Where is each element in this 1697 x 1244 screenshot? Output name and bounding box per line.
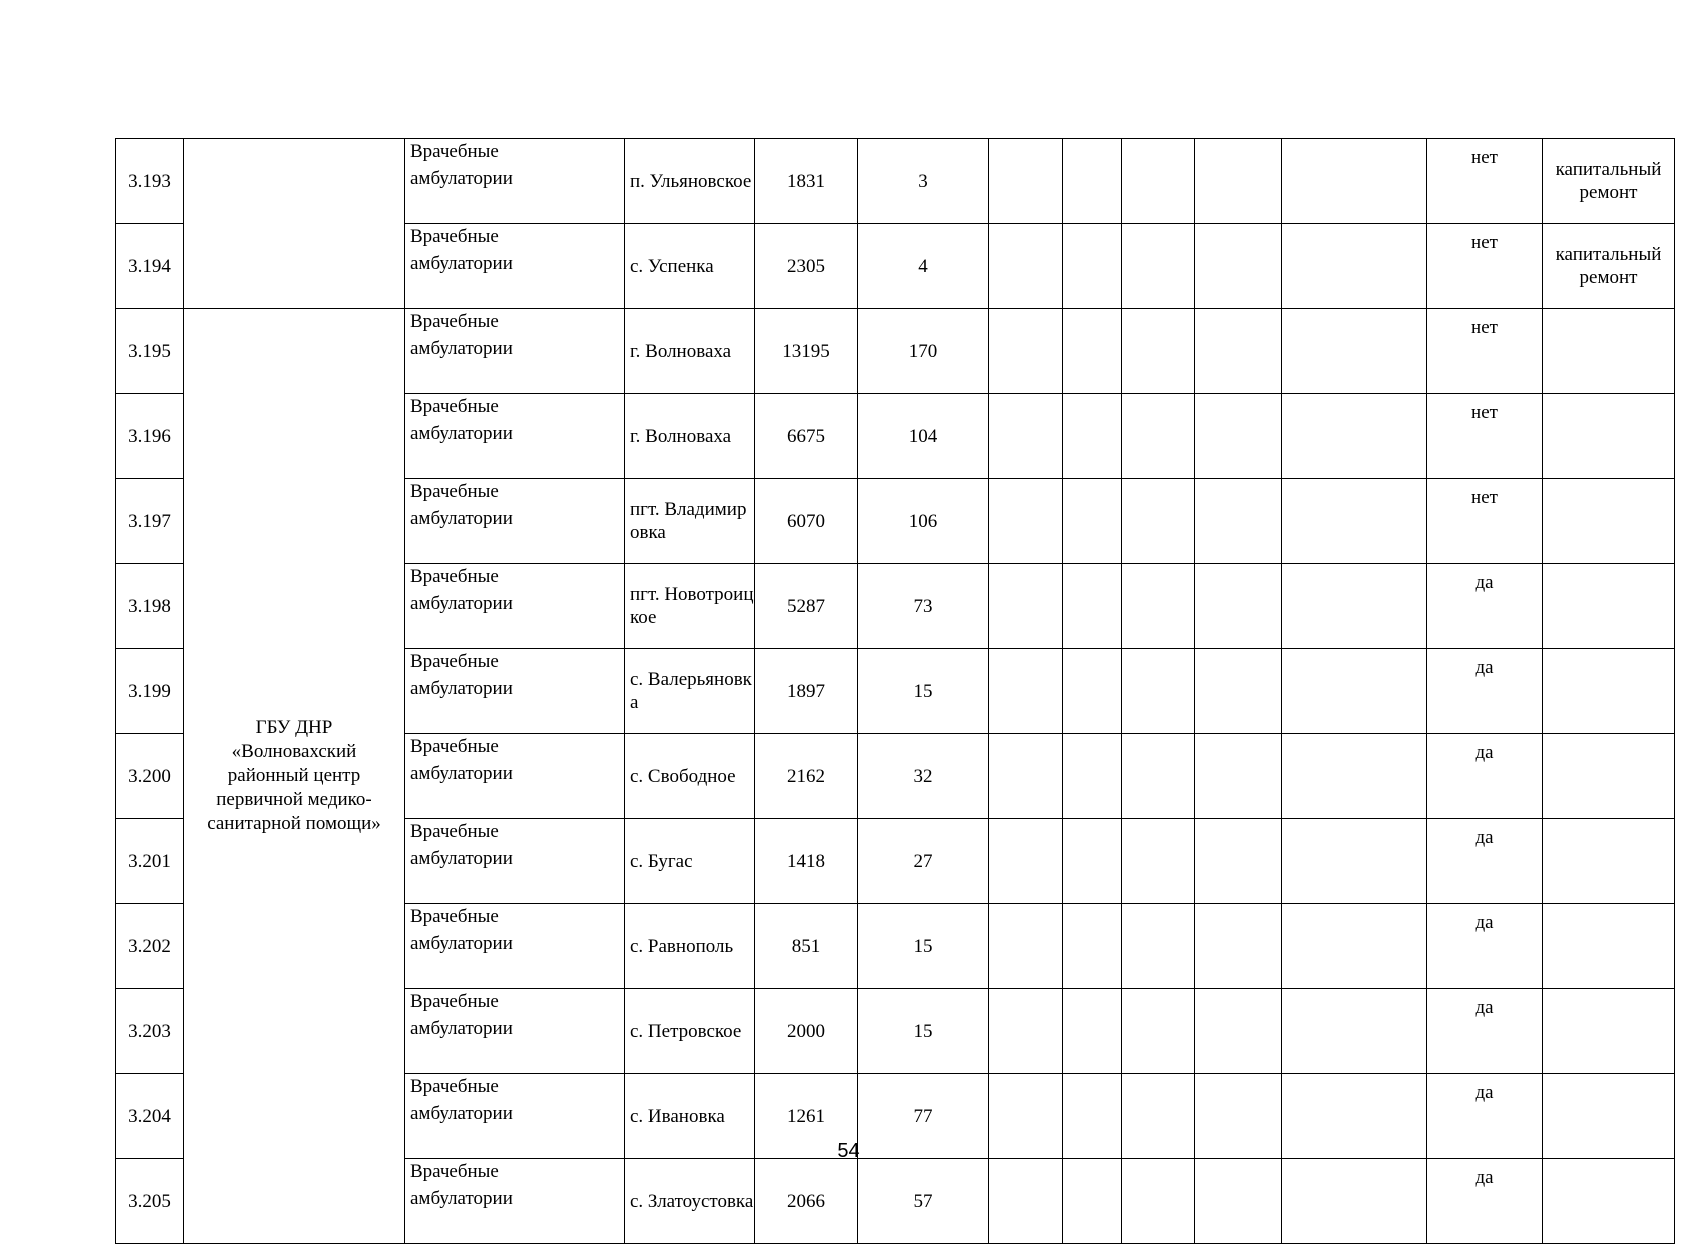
- facility-type-line2: амбулатории: [410, 423, 513, 444]
- facility-type-line1: Врачебные: [410, 481, 499, 502]
- row-number: 3.205: [116, 1159, 184, 1244]
- facility-type-line2: амбулатории: [410, 933, 513, 954]
- facility-type-line1: Врачебные: [410, 821, 499, 842]
- table-row: [116, 139, 1675, 224]
- empty-cell: [1063, 989, 1122, 1074]
- flag: нет: [1427, 139, 1543, 224]
- facility-type-line2: амбулатории: [410, 678, 513, 699]
- location: с. Успенка: [625, 224, 755, 309]
- facility-type: [405, 734, 625, 819]
- empty-cell: [1195, 224, 1282, 309]
- note-line2: ремонт: [1579, 267, 1638, 288]
- facility-type: [405, 139, 625, 224]
- note-line1: капитальный: [1555, 159, 1662, 180]
- row-number: 3.197: [116, 479, 184, 564]
- population: 2162: [755, 734, 858, 819]
- row-number: 3.199: [116, 649, 184, 734]
- organization-line2: «Волновахский: [231, 741, 357, 762]
- value: 27: [858, 819, 989, 904]
- empty-cell: [1195, 309, 1282, 394]
- empty-cell: [1063, 309, 1122, 394]
- facility-type-line2: амбулатории: [410, 338, 513, 359]
- note: [1543, 989, 1675, 1074]
- facility-type: [405, 819, 625, 904]
- flag: да: [1427, 1159, 1543, 1244]
- facilities-table-wrapper: [115, 138, 1675, 1244]
- empty-cell: [989, 309, 1063, 394]
- value: 32: [858, 734, 989, 819]
- population: 1418: [755, 819, 858, 904]
- facility-type-line1: Врачебные: [410, 736, 499, 757]
- empty-cell: [1282, 309, 1427, 394]
- empty-cell: [1195, 819, 1282, 904]
- empty-cell: [989, 1159, 1063, 1244]
- facility-type-line2: амбулатории: [410, 593, 513, 614]
- empty-cell: [989, 734, 1063, 819]
- population: 851: [755, 904, 858, 989]
- population: 1831: [755, 139, 858, 224]
- empty-cell: [1063, 819, 1122, 904]
- population: 1261: [755, 1074, 858, 1159]
- page-number: 54: [837, 1140, 860, 1162]
- row-number: 3.204: [116, 1074, 184, 1159]
- organization-name: [184, 309, 405, 1244]
- empty-cell: [1282, 564, 1427, 649]
- facility-type-line2: амбулатории: [410, 1018, 513, 1039]
- empty-cell: [1122, 394, 1195, 479]
- note-line1: капитальный: [1555, 244, 1662, 265]
- facility-type-line2: амбулатории: [410, 253, 513, 274]
- facility-type: [405, 309, 625, 394]
- location: пгт. Владимировка: [625, 479, 755, 564]
- note: [1543, 1159, 1675, 1244]
- row-number: 3.195: [116, 309, 184, 394]
- value: 57: [858, 1159, 989, 1244]
- location: с. Бугас: [625, 819, 755, 904]
- empty-cell: [1195, 479, 1282, 564]
- empty-cell: [1122, 224, 1195, 309]
- empty-cell: [1063, 904, 1122, 989]
- note: [1543, 139, 1675, 224]
- row-number: 3.193: [116, 139, 184, 224]
- empty-cell: [1122, 309, 1195, 394]
- flag: нет: [1427, 224, 1543, 309]
- facility-type: [405, 394, 625, 479]
- empty-cell: [1122, 564, 1195, 649]
- facility-type-line1: Врачебные: [410, 991, 499, 1012]
- empty-cell: [1195, 1159, 1282, 1244]
- empty-cell: [1063, 224, 1122, 309]
- empty-cell: [1195, 904, 1282, 989]
- empty-cell: [1195, 649, 1282, 734]
- empty-cell: [1282, 649, 1427, 734]
- note: [1543, 734, 1675, 819]
- empty-cell: [1195, 564, 1282, 649]
- row-number: 3.200: [116, 734, 184, 819]
- facility-type: [405, 904, 625, 989]
- organization-line5: санитарной помощи»: [207, 813, 381, 834]
- facility-type-line1: Врачебные: [410, 141, 499, 162]
- flag: да: [1427, 1074, 1543, 1159]
- empty-cell: [989, 394, 1063, 479]
- table-body: [116, 139, 1675, 1244]
- population: 2066: [755, 1159, 858, 1244]
- facility-type-line2: амбулатории: [410, 508, 513, 529]
- facility-type-line2: амбулатории: [410, 1188, 513, 1209]
- location: п. Ульяновское: [625, 139, 755, 224]
- flag: да: [1427, 649, 1543, 734]
- flag: нет: [1427, 394, 1543, 479]
- empty-cell: [989, 224, 1063, 309]
- value: 77: [858, 1074, 989, 1159]
- empty-cell: [1063, 564, 1122, 649]
- empty-cell: [1195, 734, 1282, 819]
- note: [1543, 564, 1675, 649]
- flag: да: [1427, 819, 1543, 904]
- location: с. Златоустовка: [625, 1159, 755, 1244]
- row-number: 3.201: [116, 819, 184, 904]
- note: [1543, 649, 1675, 734]
- empty-cell: [989, 989, 1063, 1074]
- value: 4: [858, 224, 989, 309]
- facility-type: [405, 1159, 625, 1244]
- empty-cell: [1063, 649, 1122, 734]
- facility-type-line2: амбулатории: [410, 1103, 513, 1124]
- population: 6675: [755, 394, 858, 479]
- facility-type-line1: Врачебные: [410, 566, 499, 587]
- empty-cell: [1122, 904, 1195, 989]
- facility-type-line1: Врачебные: [410, 311, 499, 332]
- note-line2: ремонт: [1579, 182, 1638, 203]
- empty-cell: [1282, 819, 1427, 904]
- location: с. Равнополь: [625, 904, 755, 989]
- table-row: [116, 309, 1675, 394]
- empty-cell: [1282, 734, 1427, 819]
- empty-cell: [1063, 394, 1122, 479]
- facility-type-line1: Врачебные: [410, 226, 499, 247]
- facility-type-line2: амбулатории: [410, 763, 513, 784]
- empty-cell: [1195, 394, 1282, 479]
- empty-cell: [1063, 734, 1122, 819]
- value: 73: [858, 564, 989, 649]
- flag: да: [1427, 564, 1543, 649]
- facility-type: [405, 479, 625, 564]
- empty-cell: [1282, 479, 1427, 564]
- empty-cell: [1122, 139, 1195, 224]
- empty-cell: [989, 479, 1063, 564]
- empty-cell: [989, 649, 1063, 734]
- note: [1543, 479, 1675, 564]
- facility-type-line2: амбулатории: [410, 168, 513, 189]
- value: 15: [858, 989, 989, 1074]
- facility-type-line2: амбулатории: [410, 848, 513, 869]
- empty-cell: [989, 564, 1063, 649]
- population: 6070: [755, 479, 858, 564]
- facility-type-line1: Врачебные: [410, 651, 499, 672]
- flag: да: [1427, 904, 1543, 989]
- note: [1543, 819, 1675, 904]
- facility-type: [405, 989, 625, 1074]
- population: 2305: [755, 224, 858, 309]
- empty-cell: [1195, 139, 1282, 224]
- note: [1543, 904, 1675, 989]
- note: [1543, 224, 1675, 309]
- facility-type-line1: Врачебные: [410, 1161, 499, 1182]
- flag: да: [1427, 989, 1543, 1074]
- empty-cell: [1122, 479, 1195, 564]
- note: [1543, 309, 1675, 394]
- empty-cell: [1063, 1159, 1122, 1244]
- value: 104: [858, 394, 989, 479]
- population: 5287: [755, 564, 858, 649]
- location: г. Волноваха: [625, 309, 755, 394]
- empty-cell: [1122, 1159, 1195, 1244]
- value: 3: [858, 139, 989, 224]
- note: [1543, 394, 1675, 479]
- value: 106: [858, 479, 989, 564]
- location: с. Свободное: [625, 734, 755, 819]
- flag: нет: [1427, 309, 1543, 394]
- flag: нет: [1427, 479, 1543, 564]
- organization-cell-empty: [184, 139, 405, 309]
- facility-type: [405, 224, 625, 309]
- location: пгт. Новотроицкое: [625, 564, 755, 649]
- value: 15: [858, 649, 989, 734]
- empty-cell: [1282, 989, 1427, 1074]
- location: с. Ивановка: [625, 1074, 755, 1159]
- empty-cell: [1282, 224, 1427, 309]
- value: 170: [858, 309, 989, 394]
- location: с. Валерьяновка: [625, 649, 755, 734]
- empty-cell: [1195, 989, 1282, 1074]
- row-number: 3.196: [116, 394, 184, 479]
- empty-cell: [989, 139, 1063, 224]
- value: 15: [858, 904, 989, 989]
- population: 1897: [755, 649, 858, 734]
- population: 2000: [755, 989, 858, 1074]
- organization-line1: ГБУ ДНР: [255, 717, 333, 738]
- flag: да: [1427, 734, 1543, 819]
- empty-cell: [1122, 649, 1195, 734]
- row-number: 3.198: [116, 564, 184, 649]
- location: г. Волноваха: [625, 394, 755, 479]
- empty-cell: [989, 819, 1063, 904]
- empty-cell: [1063, 479, 1122, 564]
- organization-line3: районный центр: [227, 765, 361, 786]
- organization-line4: первичной медико-: [216, 789, 372, 810]
- row-number: 3.202: [116, 904, 184, 989]
- empty-cell: [1282, 1159, 1427, 1244]
- empty-cell: [989, 904, 1063, 989]
- facility-type-line1: Врачебные: [410, 396, 499, 417]
- facility-type: [405, 564, 625, 649]
- row-number: 3.194: [116, 224, 184, 309]
- empty-cell: [1122, 989, 1195, 1074]
- empty-cell: [1282, 139, 1427, 224]
- population: 13195: [755, 309, 858, 394]
- facility-type-line1: Врачебные: [410, 906, 499, 927]
- facilities-table: [115, 138, 1675, 1244]
- empty-cell: [1063, 139, 1122, 224]
- row-number: 3.203: [116, 989, 184, 1074]
- facility-type-line1: Врачебные: [410, 1076, 499, 1097]
- empty-cell: [1282, 904, 1427, 989]
- location: с. Петровское: [625, 989, 755, 1074]
- empty-cell: [1122, 734, 1195, 819]
- empty-cell: [1282, 394, 1427, 479]
- facility-type: [405, 649, 625, 734]
- empty-cell: [1122, 819, 1195, 904]
